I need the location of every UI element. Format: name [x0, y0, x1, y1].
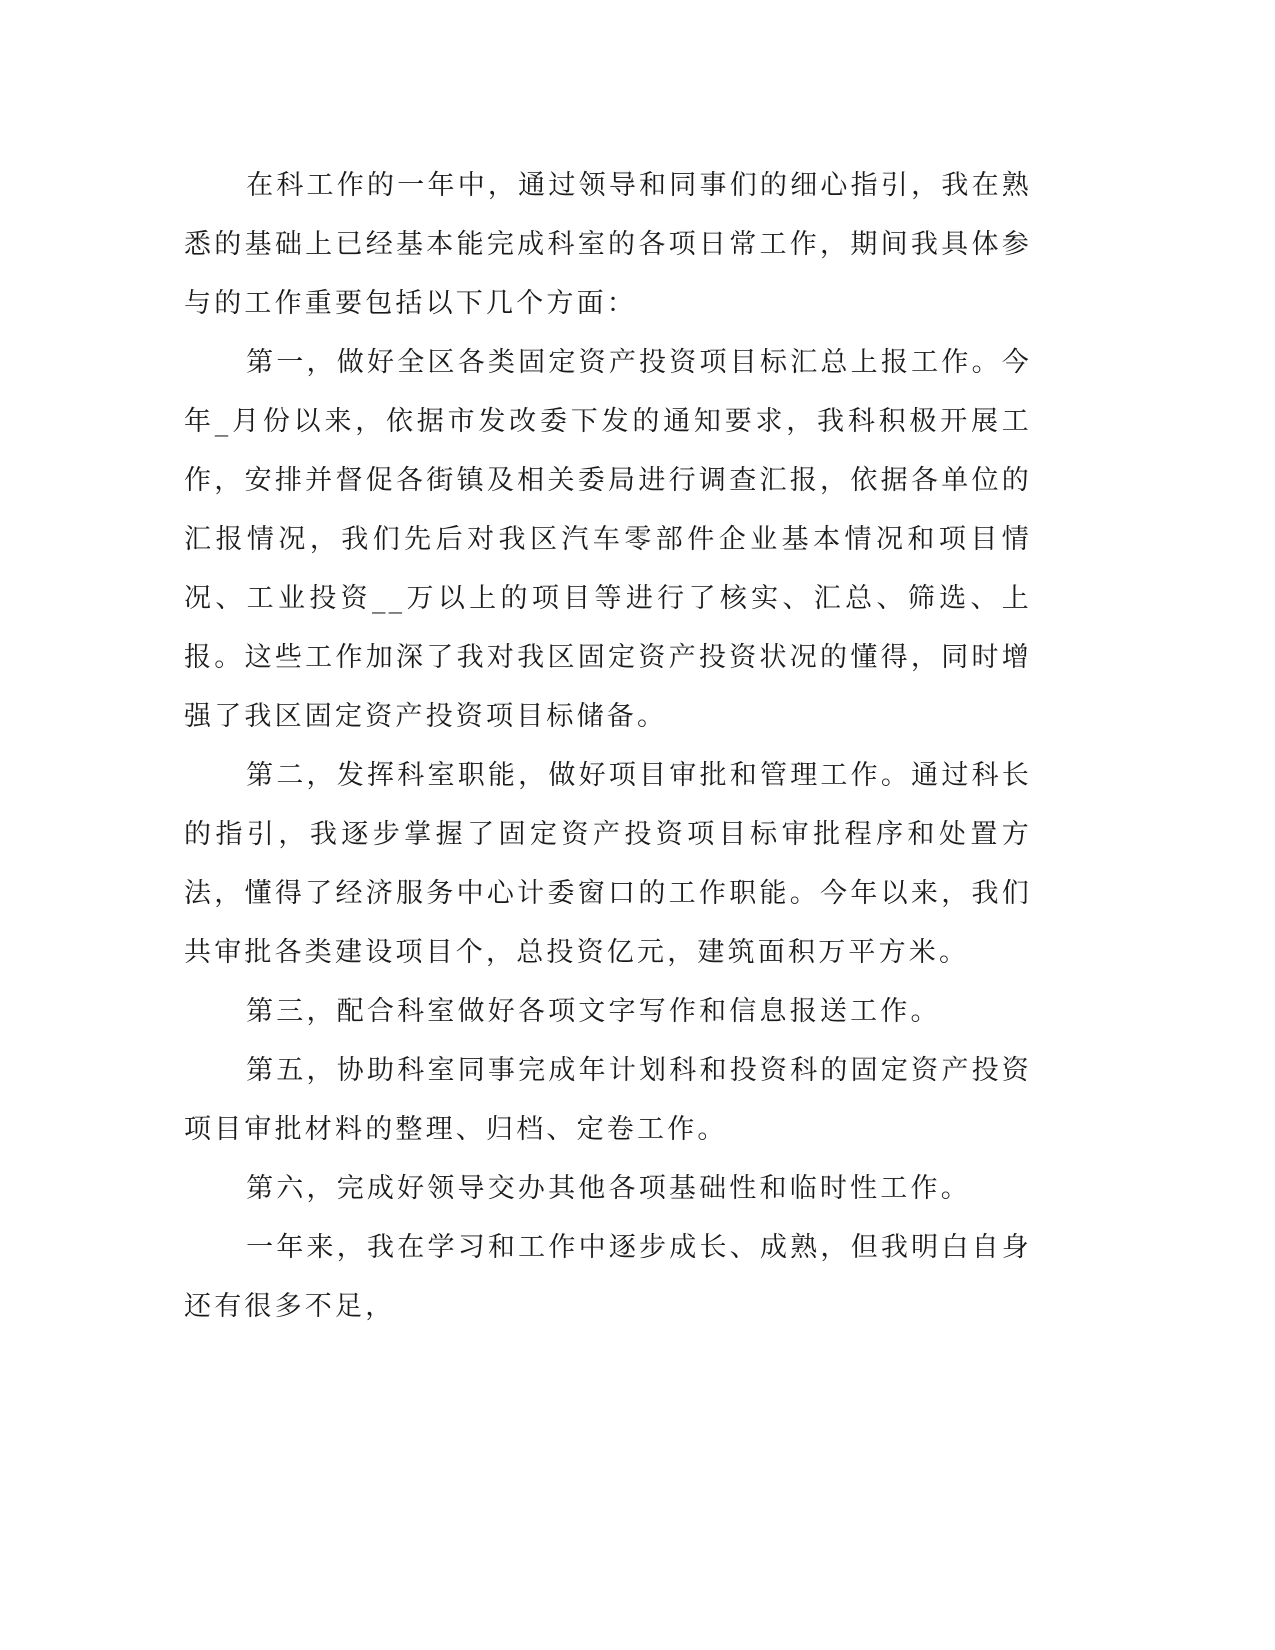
paragraph-item-6: 第六，完成好领导交办其他各项基础性和临时性工作。: [246, 1173, 971, 1204]
paragraph-item-2: 第二，发挥科室职能，做好项目审批和管理工作。通过科长的指引，我逐步掌握了固定资产投资项目标审批程序和处置方法，懂得了经济服务中心计委窗口的工作职能。今年以来，我们共审批各类建设项目个，总投资亿元，建筑面积万平方米。: [184, 760, 1032, 968]
paragraph-item-3: 第三，配合科室做好各项文字写作和信息报送工作。: [246, 996, 941, 1027]
paragraph-summary: 一年来，我在学习和工作中逐步成长、成熟，但我明白自身还有很多不足，: [184, 1232, 1032, 1322]
paragraph-item-5: 第五，协助科室同事完成年计划科和投资科的固定资产投资项目审批材料的整理、归档、定卷工作。: [184, 1055, 1032, 1145]
paragraph-intro: 在科工作的一年中，通过领导和同事们的细心指引，我在熟悉的基础上已经基本能完成科室的各项日常工作，期间我具体参与的工作重要包括以下几个方面：: [184, 170, 1032, 319]
document-body: [184, 156, 1032, 1336]
paragraph-item-1: 第一，做好全区各类固定资产投资项目标汇总上报工作。今年_月份以来，依据市发改委下发的通知要求，我科积极开展工作，安排并督促各街镇及相关委局进行调查汇报，依据各单位的汇报情况，我们先后对我区汽车零部件企业基本情况和项目情况、工业投资__万以上的项目等进行了核实、汇总、筛选、上报。这些工作加深了我对我区固定资产投资状况的懂得，同时增强了我区固定资产投资项目标储备。: [184, 347, 1032, 732]
